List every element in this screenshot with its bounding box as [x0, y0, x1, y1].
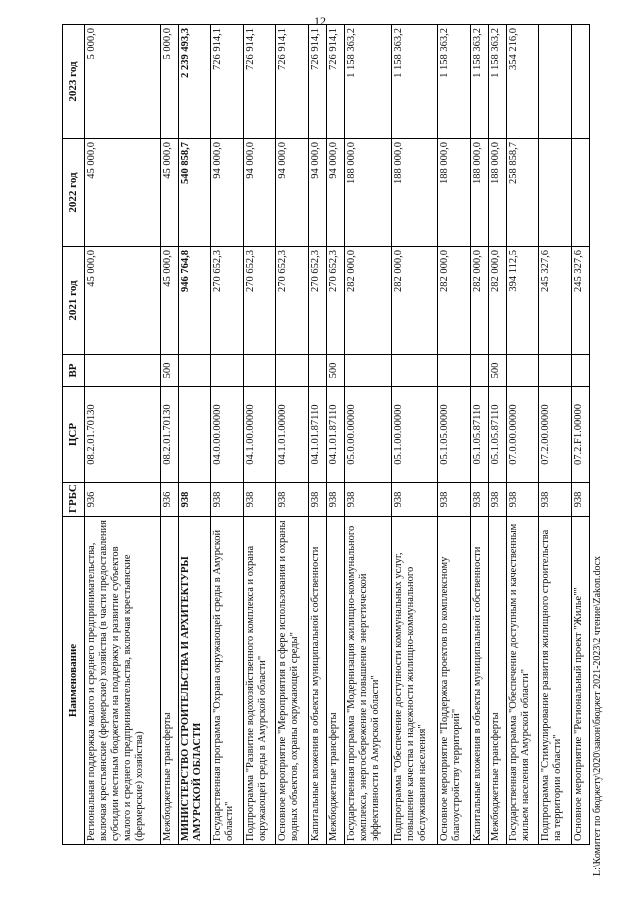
cell-y2022: 94 000,0 [276, 139, 308, 247]
cell-vr [539, 355, 571, 387]
cell-y2023: 354 216,0 [506, 25, 538, 139]
cell-vr [308, 355, 326, 387]
cell-csr: 05.1.05.87110 [470, 387, 488, 483]
cell-grbs: 938 [438, 483, 470, 517]
cell-csr: 04.0.00.00000 [211, 387, 243, 483]
header-2023: 2023 год [63, 25, 85, 139]
cell-y2023: 1 158 363,2 [488, 25, 506, 139]
table-row [438, 25, 470, 845]
cell-csr: 08.2.01.70130 [160, 387, 178, 483]
cell-y2023: 1 158 363,2 [438, 25, 470, 139]
table-row [178, 25, 210, 845]
cell-vr [506, 355, 538, 387]
cell-name: Государственная программа "Обеспечение доступным и качественным жильем населения Амурской области" [506, 517, 538, 845]
cell-y2023: 726 914,1 [308, 25, 326, 139]
cell-vr [276, 355, 308, 387]
cell-y2022: 94 000,0 [243, 139, 275, 247]
cell-y2023: 5 000,0 [85, 25, 161, 139]
cell-csr: 07.2.00.00000 [539, 387, 571, 483]
cell-vr: 500 [488, 355, 506, 387]
footer-file-path: L:\Комитет по бюджету\2020\закон\бюджет 2021-2023\2 чтение\Zakon.docx [592, 556, 603, 876]
cell-grbs: 938 [243, 483, 275, 517]
cell-y2021: 394 112,5 [506, 247, 538, 355]
cell-name: Межбюджетные трансферты [488, 517, 506, 845]
page-number: 12 [314, 14, 326, 28]
table-row [160, 25, 178, 845]
cell-grbs: 938 [211, 483, 243, 517]
table-row [211, 25, 243, 845]
cell-name: Основное мероприятие "Мероприятия в сфере использования и охраны водных объектов, охраны окружающей среды" [276, 517, 308, 845]
cell-grbs: 936 [85, 483, 161, 517]
cell-grbs: 938 [326, 483, 344, 517]
cell-y2021: 282 000,0 [438, 247, 470, 355]
cell-csr: 04.1.01.87110 [308, 387, 326, 483]
cell-name: Капитальные вложения в объекты муниципальной собственности [308, 517, 326, 845]
table-row [243, 25, 275, 845]
cell-grbs: 938 [506, 483, 538, 517]
cell-y2021: 282 000,0 [344, 247, 391, 355]
cell-name: Региональная поддержка малого и среднего предпринимательства, включая крестьянские (фермерские) хозяйства (в части предоставления субсидии местным бюджетам на поддержку и развитие субъектов малого и среднего предпринимательства, включая крестьянские (фермерские) хозяйства) [85, 517, 161, 845]
cell-vr [243, 355, 275, 387]
cell-grbs: 938 [470, 483, 488, 517]
table-body [85, 25, 590, 845]
cell-vr: 500 [160, 355, 178, 387]
cell-csr: 07.2.F1.00000 [571, 387, 589, 483]
cell-y2021: 245 327,6 [571, 247, 589, 355]
cell-name: Основное мероприятие "Региональный проект "Жилье"" [571, 517, 589, 845]
header-2022: 2022 год [63, 139, 85, 247]
cell-grbs: 938 [391, 483, 438, 517]
cell-vr [211, 355, 243, 387]
table-row [571, 25, 589, 845]
budget-table [62, 24, 590, 845]
header-vr: ВР [63, 355, 85, 387]
cell-y2021: 45 000,0 [160, 247, 178, 355]
cell-y2021: 282 000,0 [391, 247, 438, 355]
cell-y2021: 270 652,3 [308, 247, 326, 355]
table-row [308, 25, 326, 845]
rotated-table-stage [62, 25, 590, 845]
cell-vr [85, 355, 161, 387]
table-row [488, 25, 506, 845]
cell-grbs: 936 [160, 483, 178, 517]
cell-name: Подпрограмма "Развитие водохозяйственного комплекса и охрана окружающей среды в Амурской области" [243, 517, 275, 845]
cell-grbs: 938 [488, 483, 506, 517]
header-grbs: ГРБС [63, 483, 85, 517]
cell-y2022 [571, 139, 589, 247]
cell-csr: 05.1.00.00000 [391, 387, 438, 483]
cell-name: МИНИСТЕРСТВО СТРОИТЕЛЬСТВА И АРХИТЕКТУРЫ АМУРСКОЙ ОБЛАСТИ [178, 517, 210, 845]
cell-csr: 05.0.00.00000 [344, 387, 391, 483]
cell-y2023 [571, 25, 589, 139]
cell-vr [178, 355, 210, 387]
cell-y2021: 45 000,0 [85, 247, 161, 355]
cell-y2021: 270 652,3 [276, 247, 308, 355]
cell-y2023 [539, 25, 571, 139]
cell-y2022: 540 858,7 [178, 139, 210, 247]
cell-y2022: 258 858,7 [506, 139, 538, 247]
table-row [539, 25, 571, 845]
cell-csr: 08.2.01.70130 [85, 387, 161, 483]
cell-vr [344, 355, 391, 387]
cell-y2022 [539, 139, 571, 247]
table-row [276, 25, 308, 845]
cell-name: Капитальные вложения в объекты муниципальной собственности [470, 517, 488, 845]
cell-y2022: 45 000,0 [85, 139, 161, 247]
cell-y2021: 282 000,0 [488, 247, 506, 355]
table-row [391, 25, 438, 845]
table-row [85, 25, 161, 845]
cell-csr: 04.1.01.00000 [276, 387, 308, 483]
cell-y2022: 94 000,0 [326, 139, 344, 247]
cell-y2022: 188 000,0 [470, 139, 488, 247]
cell-y2021: 270 652,3 [243, 247, 275, 355]
cell-y2023: 1 158 363,2 [470, 25, 488, 139]
cell-y2023: 1 158 363,2 [391, 25, 438, 139]
cell-y2023: 726 914,1 [211, 25, 243, 139]
cell-y2021: 270 652,3 [211, 247, 243, 355]
cell-name: Подпрограмма "Стимулирование развития жилищного строительства на территории области" [539, 517, 571, 845]
cell-csr: 04.1.00.00000 [243, 387, 275, 483]
cell-vr [571, 355, 589, 387]
table-row [506, 25, 538, 845]
cell-grbs: 938 [571, 483, 589, 517]
cell-y2023: 726 914,1 [326, 25, 344, 139]
cell-y2023: 2 239 493,3 [178, 25, 210, 139]
cell-grbs: 938 [178, 483, 210, 517]
cell-y2022: 94 000,0 [308, 139, 326, 247]
header-2021: 2021 год [63, 247, 85, 355]
cell-name: Межбюджетные трансферты [326, 517, 344, 845]
cell-grbs: 938 [344, 483, 391, 517]
table-header-row [63, 25, 85, 845]
table-row [470, 25, 488, 845]
cell-csr: 04.1.01.87110 [326, 387, 344, 483]
header-csr: ЦСР [63, 387, 85, 483]
cell-csr: 05.1.05.00000 [438, 387, 470, 483]
cell-csr: 07.0.00.00000 [506, 387, 538, 483]
table-row [344, 25, 391, 845]
cell-vr [391, 355, 438, 387]
cell-y2022: 188 000,0 [344, 139, 391, 247]
cell-name: Государственная программа "Модернизация жилищно-коммунального комплекса, энергосбережение и повышение энергетической эффективности в Амурской области" [344, 517, 391, 845]
header-name: Наименование [63, 517, 85, 845]
cell-vr: 500 [326, 355, 344, 387]
cell-grbs: 938 [539, 483, 571, 517]
cell-vr [470, 355, 488, 387]
cell-y2021: 245 327,6 [539, 247, 571, 355]
cell-name: Межбюджетные трансферты [160, 517, 178, 845]
cell-name: Основное мероприятие "Поддержка проектов по комплексному благоустройству территорий" [438, 517, 470, 845]
cell-y2022: 45 000,0 [160, 139, 178, 247]
cell-csr [178, 387, 210, 483]
cell-y2022: 188 000,0 [391, 139, 438, 247]
cell-vr [438, 355, 470, 387]
cell-y2023: 1 158 363,2 [344, 25, 391, 139]
cell-name: Государственная программа "Охрана окружающей среды в Амурской области" [211, 517, 243, 845]
cell-y2022: 188 000,0 [488, 139, 506, 247]
table-row [326, 25, 344, 845]
cell-csr: 05.1.05.87110 [488, 387, 506, 483]
cell-grbs: 938 [276, 483, 308, 517]
cell-y2023: 5 000,0 [160, 25, 178, 139]
cell-y2021: 946 764,8 [178, 247, 210, 355]
cell-y2022: 188 000,0 [438, 139, 470, 247]
cell-y2021: 282 000,0 [470, 247, 488, 355]
cell-y2022: 94 000,0 [211, 139, 243, 247]
cell-name: Подпрограмма "Обеспечение доступности коммунальных услуг, повышение качества и надежности жилищно-коммунального обслуживания населения" [391, 517, 438, 845]
cell-grbs: 938 [308, 483, 326, 517]
cell-y2023: 726 914,1 [276, 25, 308, 139]
cell-y2021: 270 652,3 [326, 247, 344, 355]
cell-y2023: 726 914,1 [243, 25, 275, 139]
